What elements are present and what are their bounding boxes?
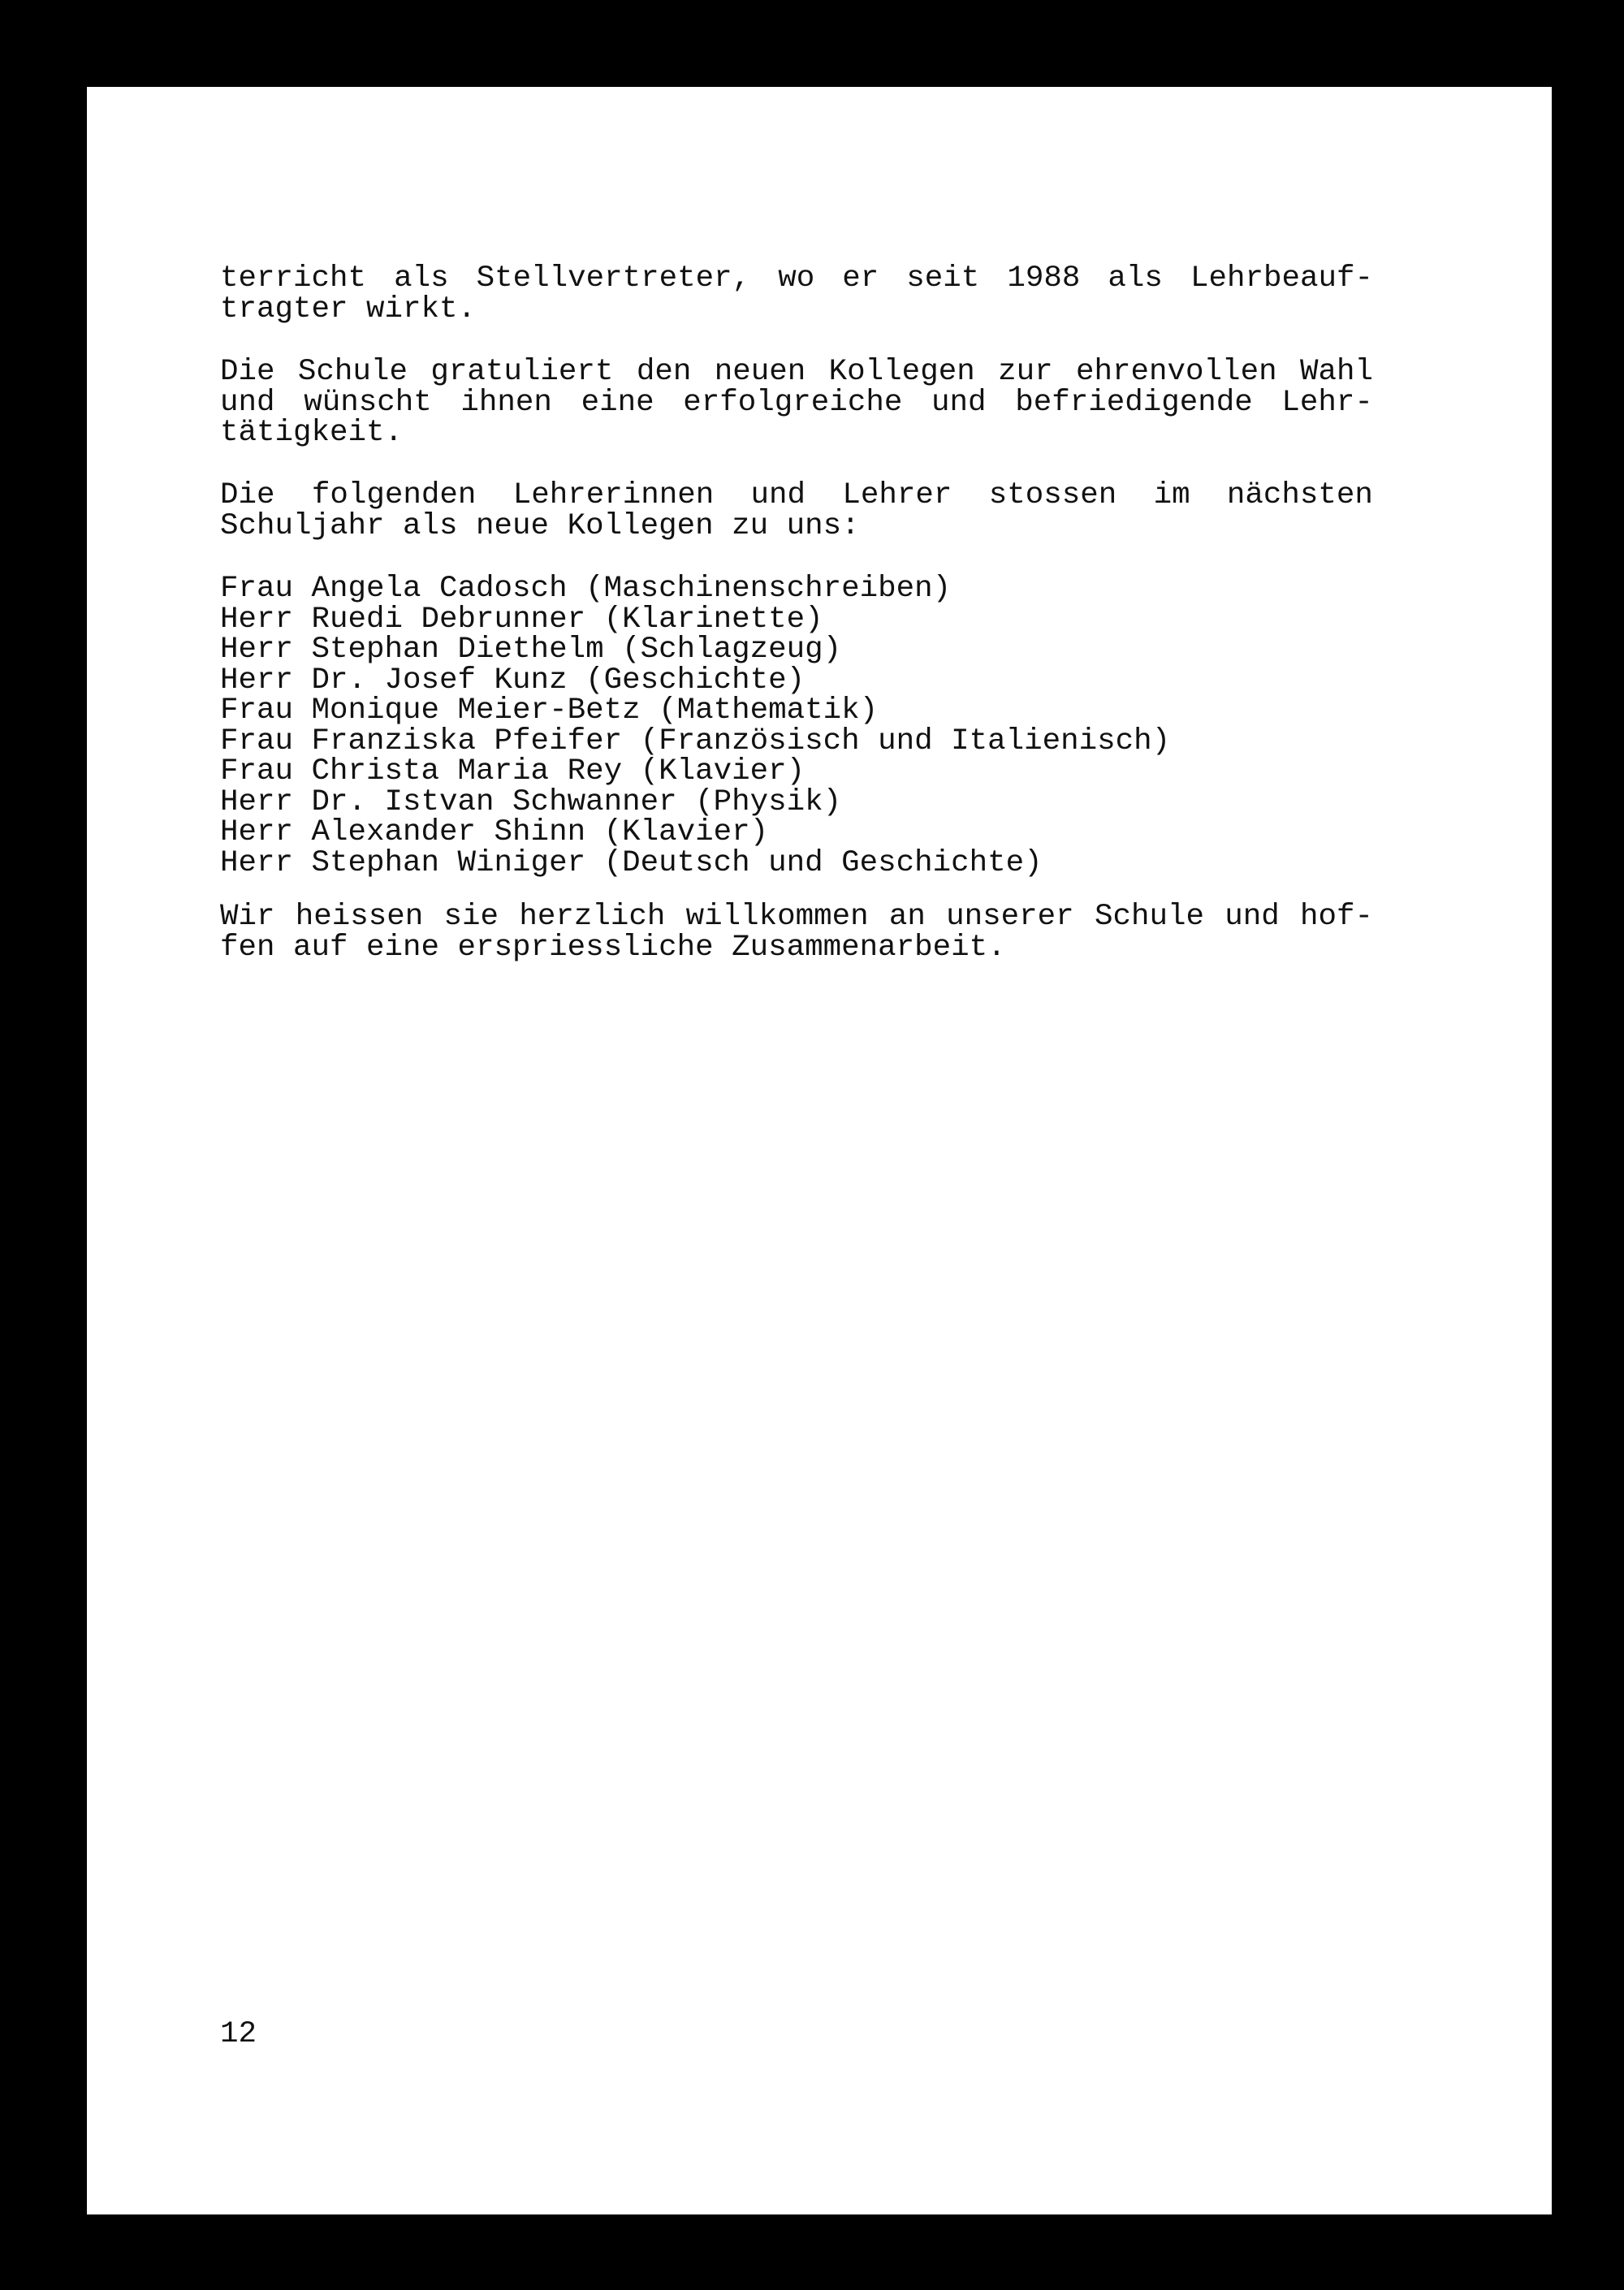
word: Schule bbox=[297, 355, 408, 389]
paragraph-welcome bbox=[220, 902, 1373, 963]
word: Die bbox=[220, 478, 275, 512]
justified-line bbox=[220, 357, 1373, 388]
justified-line bbox=[220, 902, 1373, 933]
word: Schule bbox=[1094, 900, 1204, 934]
word: ehrenvollen bbox=[1076, 355, 1277, 389]
word: Kollegen bbox=[828, 355, 975, 389]
teacher-list-item: Frau Christa Maria Rey (Klavier) bbox=[220, 754, 806, 789]
word: eine bbox=[581, 385, 654, 420]
teacher-list-item: Herr Stephan Diethelm (Schlagzeug) bbox=[220, 633, 842, 667]
text-line: tätigkeit. bbox=[220, 416, 404, 450]
word: wo bbox=[778, 261, 815, 296]
word: als bbox=[394, 261, 449, 296]
word: Lehr- bbox=[1281, 385, 1373, 420]
teacher-list-item: Herr Ruedi Debrunner (Klarinette) bbox=[220, 602, 823, 637]
paragraph-continuation bbox=[220, 261, 1373, 326]
word: wünscht bbox=[304, 385, 432, 420]
word: seit bbox=[906, 261, 980, 296]
justified-line bbox=[220, 261, 1373, 296]
word: willkommen bbox=[685, 900, 869, 934]
word: im bbox=[1153, 478, 1190, 512]
word: Die bbox=[220, 355, 275, 389]
text-line: tragter wirkt. bbox=[220, 292, 477, 326]
word: herzlich bbox=[519, 900, 666, 934]
text-line: fen auf eine erspriessliche Zusammenarbeit. bbox=[220, 930, 1006, 965]
word: ihnen bbox=[460, 385, 552, 420]
teacher-list-item: Herr Dr. Istvan Schwanner (Physik) bbox=[220, 784, 842, 819]
word: stossen bbox=[988, 478, 1117, 512]
word: den bbox=[636, 355, 692, 389]
paragraph-congratulation bbox=[220, 357, 1373, 449]
word: befriedigende bbox=[1015, 385, 1253, 420]
teacher-list-item: Herr Stephan Winiger (Deutsch und Geschichte) bbox=[220, 845, 1043, 880]
word: unserer bbox=[946, 900, 1074, 934]
word: sie bbox=[443, 900, 499, 934]
document-page bbox=[87, 87, 1552, 2214]
word: terricht bbox=[220, 261, 367, 296]
word: nächsten bbox=[1226, 478, 1373, 512]
word: er bbox=[842, 261, 879, 296]
page-number: 12 bbox=[220, 2017, 257, 2051]
word: Lehrer bbox=[842, 478, 952, 512]
teacher-list bbox=[220, 574, 1373, 879]
word: als bbox=[1108, 261, 1163, 296]
word: Stellvertreter, bbox=[476, 261, 751, 296]
word: Lehrerinnen bbox=[512, 478, 715, 512]
word: an bbox=[888, 900, 926, 934]
teacher-list-item: Herr Alexander Shinn (Klavier) bbox=[220, 815, 769, 849]
teacher-list-item: Frau Monique Meier-Betz (Mathematik) bbox=[220, 693, 879, 728]
teacher-list-item: Herr Dr. Josef Kunz (Geschichte) bbox=[220, 663, 806, 698]
word: neuen bbox=[714, 355, 806, 389]
word: folgenden bbox=[311, 478, 477, 512]
teacher-list-item: Frau Franziska Pfeifer (Französisch und Italienisch) bbox=[220, 724, 1171, 758]
text-line: Schuljahr als neue Kollegen zu uns: bbox=[220, 508, 860, 543]
word: Wir bbox=[220, 900, 275, 934]
teacher-list-item: Frau Angela Cadosch (Maschinenschreiben) bbox=[220, 572, 952, 606]
word: heissen bbox=[295, 900, 424, 934]
word: hof- bbox=[1299, 900, 1373, 934]
word: und bbox=[220, 385, 275, 420]
word: und bbox=[1224, 900, 1280, 934]
paragraph-new-teachers-intro bbox=[220, 478, 1373, 543]
justified-line bbox=[220, 385, 1373, 420]
word: erfolgreiche bbox=[683, 385, 903, 420]
word: Wahl bbox=[1299, 355, 1373, 389]
word: zur bbox=[998, 355, 1053, 389]
word: und bbox=[750, 478, 806, 512]
justified-line bbox=[220, 478, 1373, 512]
word: gratuliert bbox=[430, 355, 614, 389]
word: Lehrbeauf- bbox=[1190, 261, 1373, 296]
word: 1988 bbox=[1007, 261, 1081, 296]
word: und bbox=[931, 385, 987, 420]
